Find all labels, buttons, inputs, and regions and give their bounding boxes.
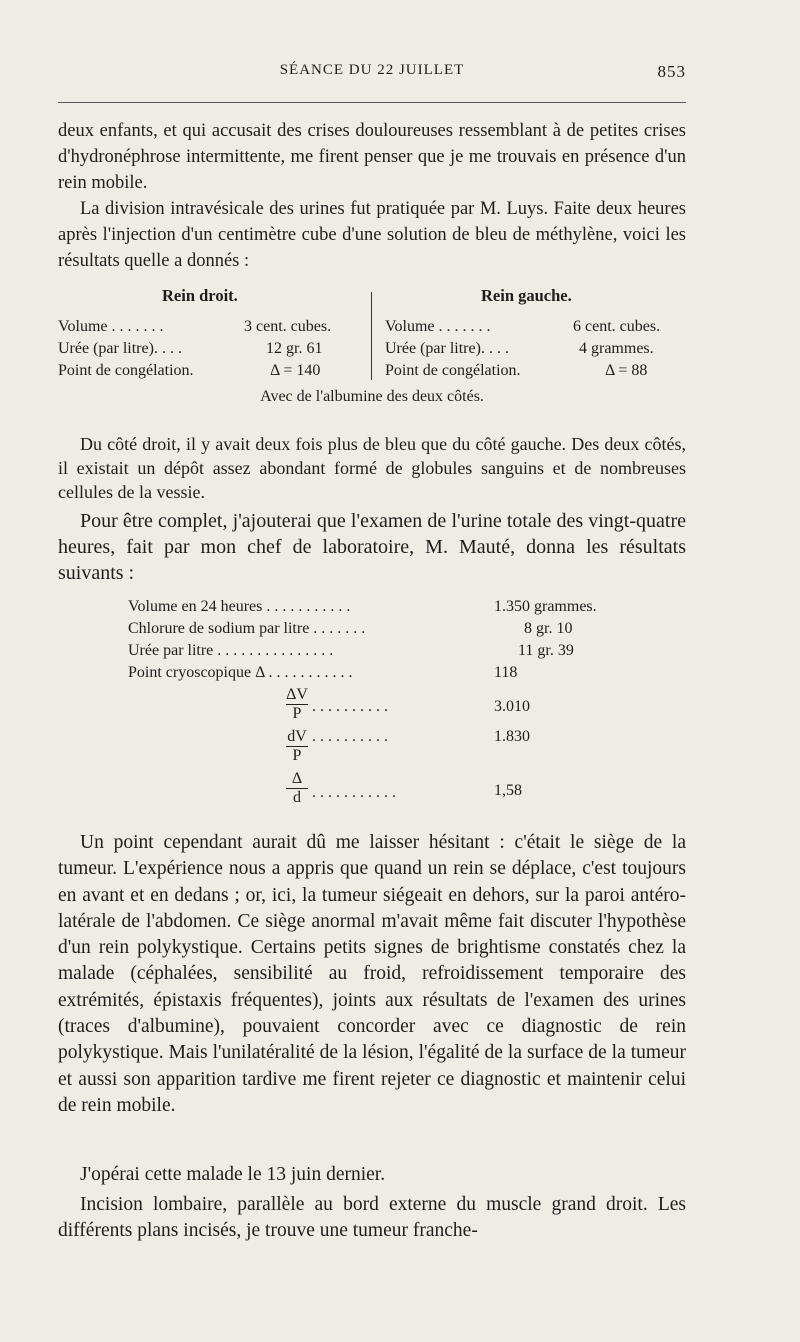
result-row-cryoscopique xyxy=(128,662,648,684)
row-value: 4 grammes. xyxy=(579,340,654,357)
result-row-volume xyxy=(128,596,648,618)
fraction-denominator: P xyxy=(292,705,302,722)
row-value: 12 gr. 61 xyxy=(266,340,323,357)
fraction-value: 1.830 xyxy=(494,728,530,745)
row-label: Point de congélation. xyxy=(385,362,521,379)
result-value: 11 gr. 39 xyxy=(518,642,574,659)
right-kidney-heading: Rein droit. xyxy=(162,286,238,305)
fraction-numerator: ΔV xyxy=(286,686,308,703)
row-value: 6 cent. cubes. xyxy=(573,318,661,335)
paragraph-2: Du côté droit, il y avait deux fois plus de bleu que du côté gauche. Des deux côtés, il existait un dépôt assez abondant formé de globules sanguins et de nombreuses cellules de la vessie. xyxy=(58,434,686,502)
paragraph-1-text: deux enfants, et qui accusait des crises douloureuses ressemblant à de petites crises d'hydronéphrose intermittente, me firent penser que je me trouvais en présence d'un rein mobile. xyxy=(58,121,686,193)
result-label: Chlorure de sodium par litre . . . . . . . xyxy=(128,620,366,637)
column-divider xyxy=(371,292,372,380)
result-value: 8 gr. 10 xyxy=(524,620,573,637)
row-value: Δ = 88 xyxy=(605,362,648,379)
paragraph-3: Pour être complet, j'ajouterai que l'examen de l'urine totale des vingt-quatre heures, fait par mon chef de laboratoire, M. Mauté, donna les résultats suivants : xyxy=(58,510,686,584)
row-label: Volume . . . . . . . xyxy=(58,318,164,335)
fraction-numerator: dV xyxy=(287,728,307,745)
result-label: Point cryoscopique Δ . . . . . . . . . . . xyxy=(128,664,353,681)
urine-analysis-results xyxy=(128,596,648,826)
fraction-value: 3.010 xyxy=(494,698,530,715)
result-value: 118 xyxy=(494,664,518,681)
result-label: Volume en 24 heures . . . . . . . . . . . xyxy=(128,598,351,615)
fraction-dv-over-p xyxy=(286,728,308,765)
row-value: 3 cent. cubes. xyxy=(244,318,332,335)
paragraph-4: Un point cependant aurait dû me laisser hésitant : c'était le siège de la tumeur. L'expérience nous a appris que quand un rein se déplace, c'est toujours en avant et en dedans ; or, ici, la tumeur siégeait en dehors, sur la paroi antéro-latérale de l'abdomen. Ce siège anormal m'avait même fait discuter l'hypothèse d'un rein polykystique. Certains petits signes de brightisme constatés chez la malade (céphalées, sensibilité au froid, refroidissement temporaire des extrémités, épistaxis fréquentes), joints aux résultats de l'examen des urines (traces d'albumine), pouvaient concorder avec ce diagnostic de rein polykystique. Mais l'unilatéralité de la lésion, l'égalité de la surface de la tumeur et aussi son apparition tardive me firent rejeter ce diagnostic et maintenir celui de rein mobile. xyxy=(58,832,686,1116)
row-label: Volume . . . . . . . xyxy=(385,318,491,335)
fraction-value: 1,58 xyxy=(494,782,522,799)
row-label: Point de congélation. xyxy=(58,362,194,379)
header-rule xyxy=(58,102,686,103)
page-header xyxy=(58,62,686,86)
result-row-uree xyxy=(128,640,648,662)
fraction-denominator: d xyxy=(293,789,301,806)
row-label: Urée (par litre). . . . xyxy=(385,340,509,357)
leader-dots: . . . . . . . . . . xyxy=(312,698,388,715)
fraction-delta-over-d xyxy=(286,770,308,807)
fraction-numerator: Δ xyxy=(286,770,308,789)
paragraph-1 xyxy=(58,118,686,274)
paragraph-6: Incision lombaire, parallèle au bord externe du muscle grand droit. Les différents plans incisés, je trouve une tumeur franche- xyxy=(58,1194,686,1241)
result-value: 1.350 grammes. xyxy=(494,598,597,615)
fraction-delta-v-over-p xyxy=(286,686,308,723)
paragraph-5: J'opérai cette malade le 13 juin dernier. xyxy=(80,1164,386,1185)
running-title: SÉANCE DU 22 JUILLET xyxy=(279,62,465,78)
paragraph-1b-text: La division intravésicale des urines fut pratiquée par M. Luys. Faite deux heures après l'injection d'un centimètre cube d'une solution de bleu de méthylène, voici les résultats quelle a donnés : xyxy=(58,199,686,271)
left-kidney-heading: Rein gauche. xyxy=(481,286,572,305)
fraction-denominator: P xyxy=(292,747,302,764)
result-label: Urée par litre . . . . . . . . . . . . . . . xyxy=(128,642,334,659)
table-caption: Avec de l'albumine des deux côtés. xyxy=(260,388,484,405)
leader-dots: . . . . . . . . . . . xyxy=(312,784,396,801)
row-value: Δ = 140 xyxy=(270,362,321,379)
result-row-chlorure xyxy=(128,618,648,640)
leader-dots: . . . . . . . . . . xyxy=(312,728,388,745)
row-label: Urée (par litre). . . . xyxy=(58,340,182,357)
page-number: 853 xyxy=(657,62,686,81)
